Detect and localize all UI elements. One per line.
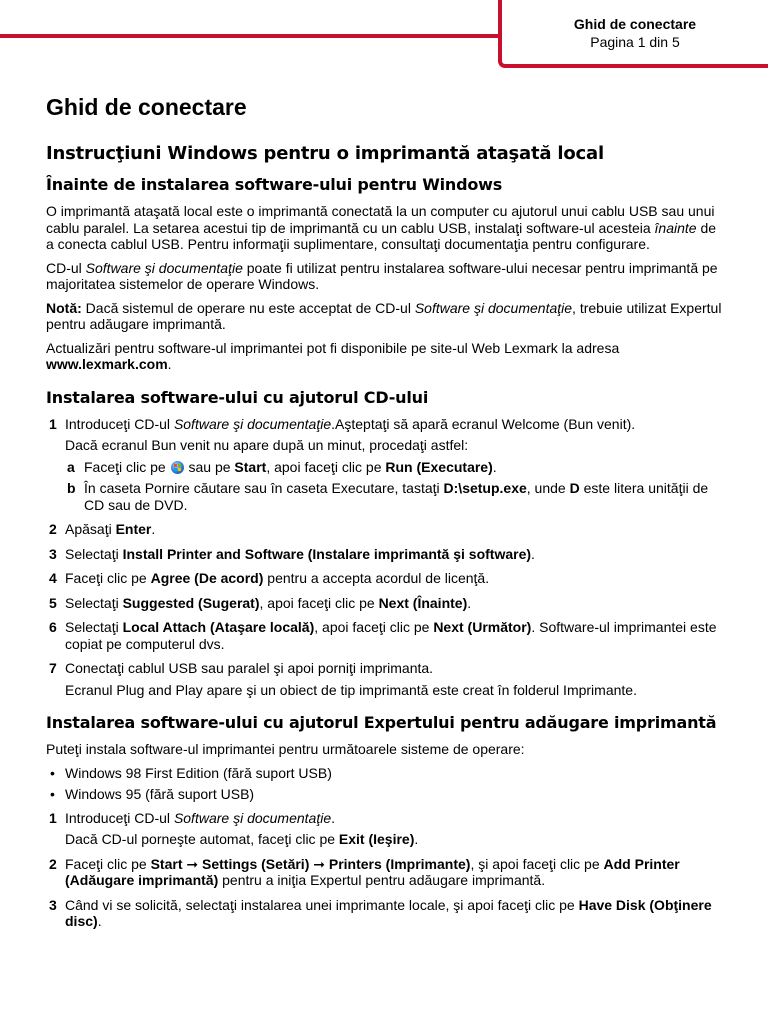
step-note: Dacă CD-ul porneşte automat, faceţi clic pe Exit (Ieşire). xyxy=(65,831,419,847)
section-cd-install xyxy=(46,387,726,699)
step-number: 5 xyxy=(49,594,57,611)
document-body xyxy=(46,92,726,938)
step-number: 2 xyxy=(49,855,57,872)
paragraph: Puteţi instala software-ul imprimantei pentru următoarele sisteme de operare: xyxy=(46,741,525,757)
step-number: 6 xyxy=(49,619,57,635)
step-3: 3 Când vi se solicită, selectaţi instalarea unei imprimante locale, şi apoi faceţi clic pe Have Disk (Obţinere disc). xyxy=(49,896,712,929)
steps-list xyxy=(46,810,726,930)
header-title: Ghid de conectare xyxy=(573,16,697,32)
paragraph: O imprimantă ataşată local este o imprimantă conectată la un computer cu ajutorul unui cablu USB sau unui cablu paralel. La setarea acestui tip de imprimantă cu un cablu USB, instalaţi software-ul acesteia înainte de a conecta cablul USB. Pentru informaţii suplimentare, consultaţi documentaţia pentru configurare. xyxy=(46,203,717,252)
step-note: Ecranul Plug and Play apare şi un obiect de tip imprimantă este creat în folderul Imprimante. xyxy=(65,681,637,698)
step-7: 7 Conectaţi cablul USB sau paralel şi apoi porniţi imprimanta. Ecranul Plug and Play apare şi un obiect de tip imprimantă este creat în folderul Imprimante. xyxy=(46,660,726,698)
header-page-number: Pagina 1 din 5 xyxy=(590,34,680,50)
note-label: Notă: xyxy=(46,299,82,316)
list-item: • Windows 95 (fără suport USB) xyxy=(50,786,255,802)
step-number: 2 xyxy=(49,521,57,537)
section-heading: Instalarea software-ului cu ajutorul Expertului pentru adăugare imprimantă xyxy=(46,713,717,732)
paragraph: CD-ul Software şi documentaţie poate fi utilizat pentru instalarea software-ului necesar pentru imprimantă pe majoritatea sistemelor de operare Windows. xyxy=(46,259,718,292)
substep-b: b În caseta Pornire căutare sau în caseta Executare, tastaţi D:\setup.exe, unde D este litera unităţii de CD sau de DVD. xyxy=(67,480,709,513)
header-rule xyxy=(0,34,502,38)
paragraph: Actualizări pentru software-ul imprimantei pot fi disponibile pe site-ul Web Lexmark la adresa www.lexmark.com. xyxy=(46,339,620,372)
step-5: 5 Selectaţi Suggested (Sugerat), apoi faceţi clic pe Next (Înainte). xyxy=(49,594,472,611)
step-1: 1 Introduceţi CD-ul Software şi documentaţie.Aşteptaţi să apară ecranul Welcome (Bun venit). Dacă ecranul Bun venit nu apare după un minut, procedaţi astfel: a Faceţi clic pe sau pe Start, apoi faceţi clic pe Run (Executare). b În caseta Pornire căutare sau în caseta Executare, tastaţi D:\setup.exe, unde D este litera unităţii de CD sau de DVD. xyxy=(46,416,726,514)
windows-start-icon xyxy=(171,461,184,474)
list-item: • Windows 98 First Edition (fără suport USB) xyxy=(50,764,332,781)
substep-letter: b xyxy=(67,480,76,496)
substep-a: a Faceţi clic pe sau pe Start, apoi faceţi clic pe Run (Executare). xyxy=(67,458,497,475)
os-list xyxy=(46,765,726,803)
step-4: 4 Faceţi clic pe Agree (De acord) pentru a accepta acordul de licenţă. xyxy=(49,570,490,586)
section-before-install xyxy=(46,174,726,373)
substep-letter: a xyxy=(67,458,75,475)
step-number: 3 xyxy=(49,545,57,562)
step-6: 6 Selectaţi Local Attach (Ataşare locală), apoi faceţi clic pe Next (Următor). Software-ul imprimantei este copiat pe computerul dvs. xyxy=(49,619,717,652)
step-2: 2 Faceţi clic pe Start ➞ Settings (Setări) ➞ Printers (Imprimante), şi apoi faceţi clic pe Add Printer (Adăugare imprimantă) pentru a iniţia Expertul pentru adăugare imprimantă. xyxy=(49,855,680,888)
header xyxy=(502,15,768,51)
note-paragraph: Notă: Dacă sistemul de operare nu este acceptat de CD-ul Software şi documentaţie, trebuie utilizat Expertul pentru adăugare imprimantă. xyxy=(46,299,722,332)
main-heading: Instrucţiuni Windows pentru o imprimantă ataşată local xyxy=(46,143,604,164)
step-number: 3 xyxy=(49,896,57,913)
step-number: 4 xyxy=(49,570,57,586)
step-number: 1 xyxy=(49,415,57,432)
step-number: 1 xyxy=(49,809,57,826)
step-number: 7 xyxy=(49,660,57,676)
steps-list xyxy=(46,416,726,699)
step-note: Dacă ecranul Bun venit nu apare după un minut, procedaţi astfel: xyxy=(65,437,469,453)
lexmark-link[interactable]: www.lexmark.com xyxy=(46,356,168,372)
section-heading: Înainte de instalarea software-ului pentru Windows xyxy=(46,175,503,194)
step-3: 3 Selectaţi Install Printer and Software (Instalare imprimantă şi software). xyxy=(49,545,535,562)
section-heading: Instalarea software-ului cu ajutorul CD-ului xyxy=(46,387,429,407)
doc-title: Ghid de conectare xyxy=(46,94,247,120)
step-2: 2 Apăsaţi Enter. xyxy=(49,521,156,537)
step-1: 1 Introduceţi CD-ul Software şi documentaţie. Dacă CD-ul porneşte automat, faceţi clic pe Exit (Ieşire). xyxy=(46,810,726,848)
section-wizard-install xyxy=(46,712,726,930)
